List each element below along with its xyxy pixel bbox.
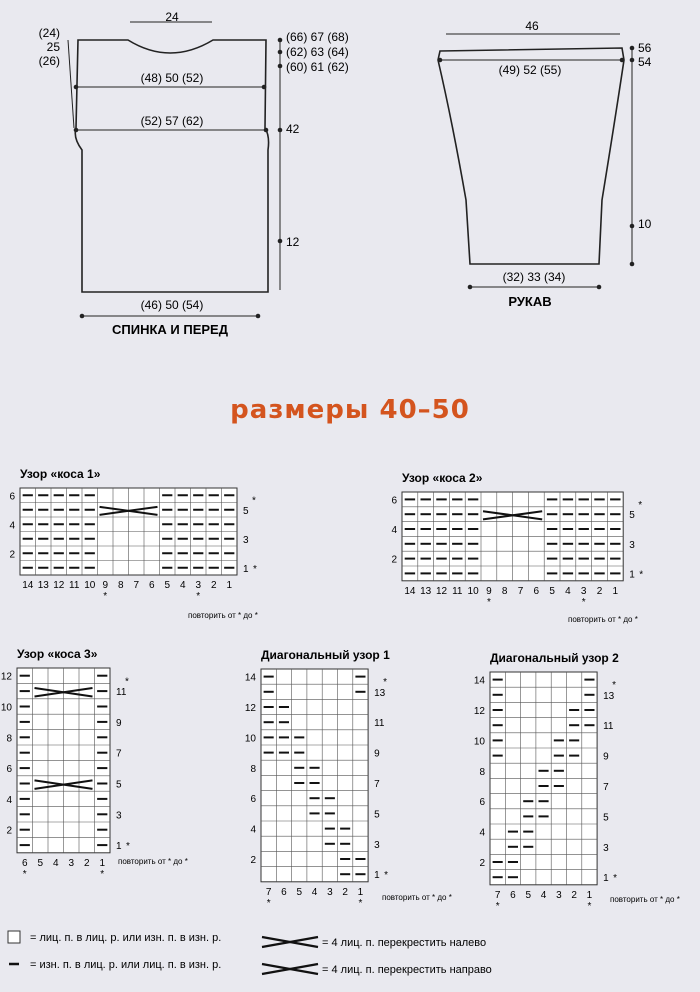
row-number-left: 8 — [6, 733, 12, 745]
chart-title: Диагональный узор 1 — [261, 648, 390, 662]
column-number: 14 — [404, 585, 416, 597]
row-number-left: 6 — [250, 794, 256, 806]
column-number: 13 — [420, 585, 432, 597]
column-number: 7 — [517, 585, 524, 597]
repeat-star: * — [384, 870, 389, 882]
row-number-right: 11 — [116, 687, 127, 699]
column-number: 4 — [540, 889, 547, 901]
repeat-star: * — [22, 868, 27, 880]
column-number: 3 — [327, 886, 333, 898]
row-number-left: 12 — [244, 703, 256, 714]
row-number-left: 2 — [9, 549, 15, 561]
column-number: 4 — [52, 857, 59, 869]
row-number-left: 14 — [244, 672, 256, 684]
row-number-left: 6 — [6, 764, 12, 776]
legend — [8, 931, 492, 976]
body-upper-width: (48) 50 (52) — [140, 71, 204, 85]
column-number: 5 — [164, 580, 171, 591]
row-number-left: 4 — [6, 794, 12, 806]
column-number: 5 — [296, 886, 303, 898]
row-number-left: 14 — [473, 675, 485, 687]
repeat-star: * — [266, 897, 271, 909]
column-number: 12 — [53, 580, 65, 591]
column-number: 10 — [467, 585, 479, 597]
column-number: 4 — [311, 886, 318, 898]
sleeve-top-width: 46 — [525, 19, 539, 33]
column-number: 9 — [486, 585, 492, 597]
row-number-left: 2 — [479, 858, 485, 869]
row-number-left: 4 — [479, 827, 485, 839]
row-number-right: 5 — [374, 809, 380, 821]
column-number: 1 — [99, 857, 106, 869]
repeat-star: * — [100, 868, 105, 880]
column-number: 11 — [69, 580, 80, 591]
repeat-star: * — [495, 900, 500, 912]
row-number-left: 12 — [0, 671, 12, 683]
row-number-right: 9 — [603, 751, 609, 763]
row-number-left: 10 — [244, 733, 256, 745]
row-number-right: 3 — [603, 842, 609, 854]
row-number-left: 6 — [9, 491, 15, 503]
chart-title: Узор «коса 3» — [17, 647, 98, 661]
repeat-note: повторить от * до * — [382, 893, 452, 902]
chart-title: Узор «коса 2» — [402, 471, 483, 485]
column-number: 2 — [83, 857, 90, 869]
repeat-star: * — [125, 676, 129, 688]
row-number-right: 3 — [116, 810, 122, 822]
column-number: 8 — [501, 585, 508, 597]
row-number-right: 1 — [243, 563, 249, 575]
body-height-1: (66) 67 (68) — [286, 30, 349, 44]
repeat-note: повторить от * до * — [568, 615, 638, 624]
row-number-left: 10 — [0, 702, 12, 714]
row-number-right: 5 — [116, 779, 122, 791]
chart-kosa2 — [391, 471, 643, 624]
repeat-star: * — [638, 499, 643, 511]
sleeve-upper-width: (49) 52 (55) — [498, 63, 562, 77]
chart-diag1 — [245, 648, 452, 909]
sleeve-outline — [438, 48, 624, 264]
row-number-left: 8 — [479, 766, 485, 778]
pattern-charts — [1, 467, 680, 912]
row-number-right: 5 — [603, 812, 609, 824]
column-number: 10 — [84, 580, 96, 591]
row-number-right: 13 — [603, 690, 615, 702]
row-number-left: 4 — [9, 520, 15, 532]
repeat-star: * — [252, 495, 256, 507]
repeat-star: * — [358, 897, 363, 909]
sleeve-height-1: 56 — [638, 41, 652, 55]
column-number: 5 — [549, 585, 555, 597]
legend-cross-left-icon — [262, 937, 318, 947]
column-number: 3 — [580, 585, 587, 597]
row-number-left: 2 — [6, 825, 12, 837]
row-number-left: 4 — [250, 824, 256, 836]
row-number-left: 6 — [391, 495, 397, 507]
body-lower-height: 12 — [286, 235, 300, 249]
body-height-3: (60) 61 (62) — [286, 60, 349, 74]
sleeve-caption: РУКАВ — [508, 294, 552, 309]
column-number: 2 — [210, 580, 217, 591]
body-height-2: (62) 63 (64) — [286, 45, 349, 59]
body-bottom-width: (46) 50 (54) — [140, 298, 204, 312]
row-number-left: 4 — [391, 525, 397, 536]
sleeve-height-2: 54 — [638, 55, 652, 69]
sleeve-dots — [438, 46, 635, 290]
column-number: 3 — [195, 580, 202, 591]
column-number: 8 — [117, 580, 124, 591]
row-number-left: 2 — [391, 554, 397, 566]
column-number: 4 — [179, 580, 186, 591]
row-number-left: 2 — [250, 855, 256, 866]
chart-diag2 — [474, 651, 680, 912]
column-number: 7 — [265, 886, 272, 898]
legend-empty-text: = лиц. п. в лиц. р. или изн. п. в изн. р. — [30, 932, 222, 944]
row-number-right: 1 — [116, 841, 122, 853]
sleeve-cuff-height: 10 — [638, 217, 652, 231]
column-number: 2 — [596, 585, 603, 597]
chart-title: Узор «коса 1» — [20, 467, 101, 481]
row-number-right: 13 — [374, 687, 386, 699]
repeat-star: * — [383, 677, 388, 689]
column-number: 1 — [612, 585, 619, 597]
repeat-note: повторить от * до * — [188, 611, 258, 620]
row-number-right: 3 — [243, 534, 249, 546]
column-number: 1 — [357, 886, 364, 898]
row-number-right: 9 — [116, 717, 122, 729]
legend-cross-left-text: = 4 лиц. п. перекрестить налево — [322, 937, 487, 949]
repeat-star: * — [486, 596, 491, 608]
column-number: 14 — [22, 580, 34, 591]
column-number: 6 — [21, 857, 28, 869]
repeat-star: * — [612, 680, 617, 692]
legend-empty-cell-icon — [8, 931, 20, 943]
row-number-right: 11 — [603, 721, 614, 733]
row-number-left: 6 — [479, 797, 485, 809]
row-number-right: 3 — [629, 539, 635, 551]
column-number: 5 — [37, 857, 44, 869]
column-number: 6 — [533, 585, 540, 597]
row-number-right: 5 — [243, 505, 249, 517]
row-number-left: 10 — [473, 736, 485, 748]
body-armhole-height: 42 — [286, 122, 300, 136]
column-number: 2 — [571, 889, 577, 901]
repeat-star: * — [587, 900, 592, 912]
repeat-star: * — [253, 563, 257, 575]
legend-cross-right-text: = 4 лиц. п. перекрестить направо — [322, 964, 492, 976]
column-number: 1 — [586, 889, 593, 901]
row-number-right: 5 — [629, 510, 635, 522]
chart-kosa3 — [1, 647, 188, 880]
column-number: 7 — [133, 580, 140, 591]
row-number-right: 7 — [374, 779, 380, 790]
chart-kosa1 — [9, 467, 257, 620]
column-number: 6 — [281, 886, 287, 898]
row-number-right: 1 — [629, 569, 635, 581]
column-number: 1 — [226, 580, 233, 591]
sizes-title: размеры 40–50 — [230, 395, 470, 425]
column-number: 13 — [37, 580, 49, 591]
body-piece — [68, 22, 280, 316]
chart-title: Диагональный узор 2 — [490, 651, 619, 665]
repeat-star: * — [613, 873, 618, 885]
legend-cross-right-icon — [262, 964, 318, 974]
column-number: 9 — [102, 580, 109, 591]
row-number-right: 3 — [374, 839, 380, 851]
row-number-right: 7 — [603, 782, 609, 793]
repeat-star: * — [103, 591, 108, 602]
row-number-right: 1 — [374, 870, 380, 882]
column-number: 4 — [565, 585, 571, 597]
column-number: 12 — [435, 585, 448, 597]
body-neck-width: 24 — [165, 10, 179, 24]
row-number-left: 8 — [250, 763, 256, 775]
repeat-star: * — [639, 569, 644, 581]
column-number: 7 — [494, 889, 501, 901]
row-number-right: 1 — [603, 873, 609, 885]
body-caption: СПИНКА И ПЕРЕД — [112, 322, 228, 337]
repeat-star: * — [196, 591, 201, 602]
repeat-note: повторить от * до * — [118, 857, 188, 866]
repeat-star: * — [581, 596, 586, 608]
repeat-star: * — [126, 841, 130, 853]
body-shoulder-3: (26) — [38, 54, 60, 68]
column-number: 5 — [525, 889, 532, 901]
legend-dash-text: = изн. п. в лиц. р. или лиц. п. в изн. р. — [30, 959, 222, 971]
column-number: 11 — [452, 585, 463, 597]
row-number-right: 9 — [374, 748, 380, 760]
column-number: 3 — [68, 857, 75, 869]
column-number: 3 — [556, 889, 562, 901]
body-chest-width: (52) 57 (62) — [140, 114, 204, 128]
repeat-note: повторить от * до * — [610, 895, 680, 904]
body-shoulder-2: 25 — [46, 40, 60, 54]
row-number-right: 7 — [116, 748, 122, 760]
column-number: 2 — [342, 886, 348, 898]
row-number-right: 11 — [374, 718, 385, 730]
sleeve-bottom-width: (32) 33 (34) — [502, 270, 566, 284]
column-number: 6 — [510, 889, 516, 901]
column-number: 6 — [148, 580, 155, 591]
body-shoulder-1: (24) — [38, 26, 60, 40]
row-number-left: 12 — [473, 706, 485, 717]
